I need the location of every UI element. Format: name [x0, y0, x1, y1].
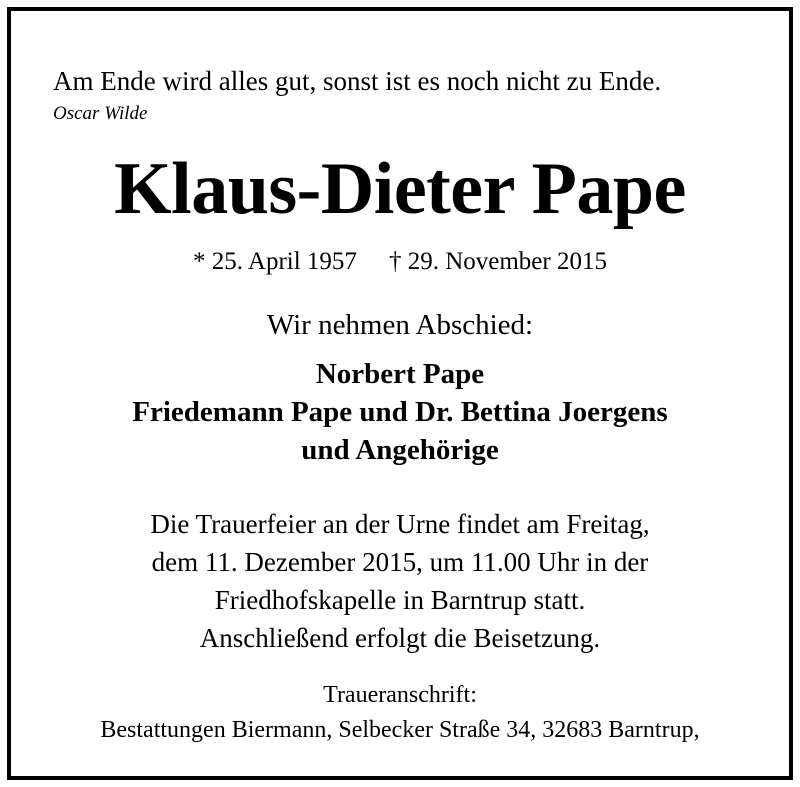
- mourner-line: Friedemann Pape und Dr. Bettina Joergens: [132, 396, 668, 428]
- ceremony-line: Anschließend erfolgt die Beisetzung.: [199, 623, 601, 653]
- ceremony-details: [0, 505, 800, 657]
- address-label: Traueranschrift:: [323, 682, 477, 708]
- condolence-address: [0, 678, 800, 748]
- mourner-line: und Angehörige: [301, 434, 499, 466]
- quote-author: Oscar Wilde: [53, 103, 148, 124]
- mourner-line: Norbert Pape: [315, 358, 485, 390]
- death-date: † 29. November 2015: [388, 248, 607, 275]
- address-text: Bestattungen Biermann, Selbecker Straße 34, 32683 Barntrup,: [100, 717, 700, 743]
- life-dates: [0, 246, 800, 278]
- birth-date: * 25. April 1957: [193, 248, 357, 275]
- ceremony-line: Friedhofskapelle in Barntrup statt.: [214, 585, 586, 615]
- mourners-list: [0, 355, 800, 469]
- ceremony-line: dem 11. Dezember 2015, um 11.00 Uhr in der: [151, 547, 649, 577]
- farewell-heading: Wir nehmen Abschied:: [266, 309, 534, 341]
- ceremony-line: Die Trauerfeier an der Urne findet am Freitag,: [150, 509, 650, 539]
- deceased-name: Klaus-Dieter Pape: [114, 148, 686, 230]
- quote-text: Am Ende wird alles gut, sonst ist es noch nicht zu Ende.: [53, 66, 662, 96]
